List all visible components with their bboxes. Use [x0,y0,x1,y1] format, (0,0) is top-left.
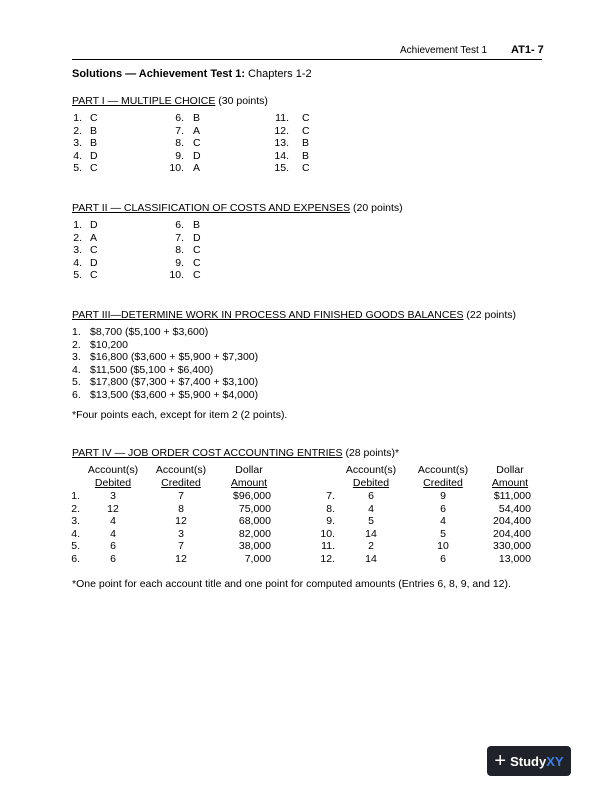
mc-number: 15. [274,162,289,174]
entry-credited: 9 [440,490,446,502]
balance-number: 2. [72,338,81,351]
classification-number: 4. [73,256,82,269]
col-header-credited-top: Account(s) [155,464,207,476]
classification-number: 10. [169,269,184,281]
mc-answer: A [193,162,201,174]
mc-answer: C [90,162,98,174]
entry-amount: 13,000 [498,552,531,565]
entry-number: 2. [71,502,80,515]
mc-number: 12. [274,124,289,137]
part1-points: (30 points) [218,95,268,107]
classification-number: 6. [175,219,184,231]
col-header-debited-top: Account(s) [87,464,139,476]
studyxy-logo [487,746,571,776]
entry-number: 5. [71,540,80,552]
entry-debited: 4 [368,502,374,515]
entry-debited: 6 [110,552,116,565]
classification-number: 5. [73,269,82,281]
entry-amount: $11,000 [493,490,531,502]
entry-debited: 4 [110,527,116,540]
entry-amount: $96,000 [233,490,271,502]
mc-answer: C [302,124,310,137]
classification-answer: C [90,269,98,281]
col-header-amount: Amount [230,477,268,489]
classification-number: 8. [175,244,184,256]
classification-answer: D [90,256,98,269]
mc-number: 13. [274,137,289,149]
mc-number: 3. [73,137,82,149]
balance-value: $17,800 ($7,300 + $7,400 + $3,100) [90,376,259,388]
balance-value: $16,800 ($3,600 + $5,900 + $7,300) [90,351,259,363]
mc-answer: C [90,112,98,124]
page-title [72,68,312,80]
balance-number: 3. [72,351,81,363]
header-page-id: AT1- 7 [511,44,544,56]
part3-heading [72,309,516,321]
entry-credited: 6 [440,552,446,565]
entry-number: 12. [320,552,335,565]
entry-debited: 2 [368,540,374,552]
part2-heading [72,202,403,214]
mc-number: 14. [274,149,289,162]
balance-number: 6. [72,388,81,401]
balance-value: $11,500 ($5,100 + $6,400) [90,363,214,376]
mc-answer: C [302,162,310,174]
mc-number: 11. [275,112,289,124]
mc-answer: B [302,137,310,149]
entry-debited: 6 [110,540,116,552]
brand-suffix: XY [546,753,564,769]
balance-number: 4. [72,363,81,376]
classification-answer: B [193,219,201,231]
plus-icon: + [494,750,507,772]
entry-credited: 10 [437,540,449,552]
balance-value: $13,500 ($3,600 + $5,900 + $4,000) [90,388,259,401]
balance-number: 5. [72,376,81,388]
entry-number: 6. [71,552,80,565]
classification-number: 3. [73,244,82,256]
entry-amount: 204,400 [493,515,531,527]
part2-points: (20 points) [353,202,403,214]
balance-value: $10,200 [90,338,128,351]
balance-number: 1. [72,326,81,338]
classification-answer: C [193,244,201,256]
entry-credited: 5 [440,527,446,540]
col-header-debited: Debited [352,477,390,489]
classification-number: 1. [73,219,82,231]
page-title-bold: Solutions — Achievement Test 1: [72,68,245,80]
entry-number: 8. [326,502,335,515]
entry-number: 1. [71,490,80,502]
mc-answer: C [193,137,201,149]
entry-number: 9. [326,515,335,527]
mc-answer: D [193,149,201,162]
col-header-credited-top: Account(s) [417,464,469,476]
part4-points: (28 points)* [345,447,400,459]
classification-number: 7. [175,231,184,244]
entry-amount: 75,000 [238,502,271,515]
col-header-debited: Debited [94,477,132,489]
mc-answer: B [193,112,201,124]
mc-number: 10. [169,162,184,174]
mc-number: 4. [73,149,82,162]
mc-answer: D [90,149,98,162]
col-header-amount-top: Dollar [235,464,263,476]
entry-amount: 7,000 [244,552,271,565]
col-header-amount-top: Dollar [496,464,524,476]
mc-number: 9. [175,149,184,162]
mc-number: 5. [73,162,82,174]
classification-number: 9. [175,256,184,269]
entry-credited: 7 [178,540,184,552]
mc-answer: C [302,112,310,124]
mc-answer: B [90,124,98,137]
col-header-debited-top: Account(s) [345,464,397,476]
col-header-amount: Amount [491,477,529,489]
classification-answer: D [193,231,201,244]
entry-credited: 4 [440,515,446,527]
entry-number: 7. [326,490,335,502]
mc-answer: B [302,149,310,162]
entry-amount: 54,400 [498,502,531,515]
entry-number: 10. [320,527,335,540]
part3-points: (22 points) [466,309,517,321]
mc-answer: B [90,137,98,149]
mc-number: 1. [73,112,82,124]
entry-amount: 330,000 [493,540,531,552]
part2-heading-text: PART II — CLASSIFICATION OF COSTS AND EXPENSES [72,202,351,214]
entry-credited: 7 [178,490,184,502]
entry-debited: 14 [365,527,377,540]
entry-debited: 14 [365,552,377,565]
balance-value: $8,700 ($5,100 + $3,600) [90,326,209,338]
entry-amount: 68,000 [238,515,271,527]
entry-credited: 12 [175,552,187,565]
mc-number: 8. [175,137,184,149]
mc-number: 7. [175,124,184,137]
entry-number: 4. [71,527,80,540]
part3-note: *Four points each, except for item 2 (2 points). [72,409,288,421]
entry-debited: 4 [110,515,116,527]
col-header-credited: Credited [423,477,463,489]
entry-amount: 38,000 [238,540,271,552]
entry-number: 11. [321,540,335,552]
entry-debited: 6 [368,490,374,502]
classification-answer: A [90,231,98,244]
header-test-name: Achievement Test 1 [400,45,488,56]
entry-credited: 12 [175,515,187,527]
brand-prefix: Study [510,753,547,769]
part4-note: *One point for each account title and one point for computed amounts (Entries 6, 8, 9, and 12). [72,578,511,590]
part3-heading-text: PART III—DETERMINE WORK IN PROCESS AND FINISHED GOODS BALANCES [72,309,464,321]
entry-debited: 12 [107,502,119,515]
classification-answer: C [193,269,201,281]
classification-answer: C [193,256,201,269]
col-header-credited: Credited [161,477,201,489]
entry-number: 3. [71,515,80,527]
mc-answer: A [193,124,201,137]
classification-answer: C [90,244,98,256]
entry-credited: 3 [178,527,184,540]
classification-number: 2. [73,231,82,244]
header-rule [72,59,542,60]
entry-credited: 6 [440,502,446,515]
entry-debited: 3 [110,490,116,502]
part1-heading-text: PART I — MULTIPLE CHOICE [72,95,216,107]
part4-heading [72,447,399,459]
classification-answer: D [90,219,98,231]
part1-heading [72,95,268,107]
mc-number: 2. [73,124,82,137]
page-title-rest: Chapters 1-2 [248,68,312,80]
entry-amount: 82,000 [238,527,271,540]
entry-amount: 204,400 [493,527,531,540]
mc-number: 6. [175,112,184,124]
part4-heading-text: PART IV — JOB ORDER COST ACCOUNTING ENTRIES [72,447,343,459]
entry-debited: 5 [368,515,374,527]
entry-credited: 8 [178,502,184,515]
